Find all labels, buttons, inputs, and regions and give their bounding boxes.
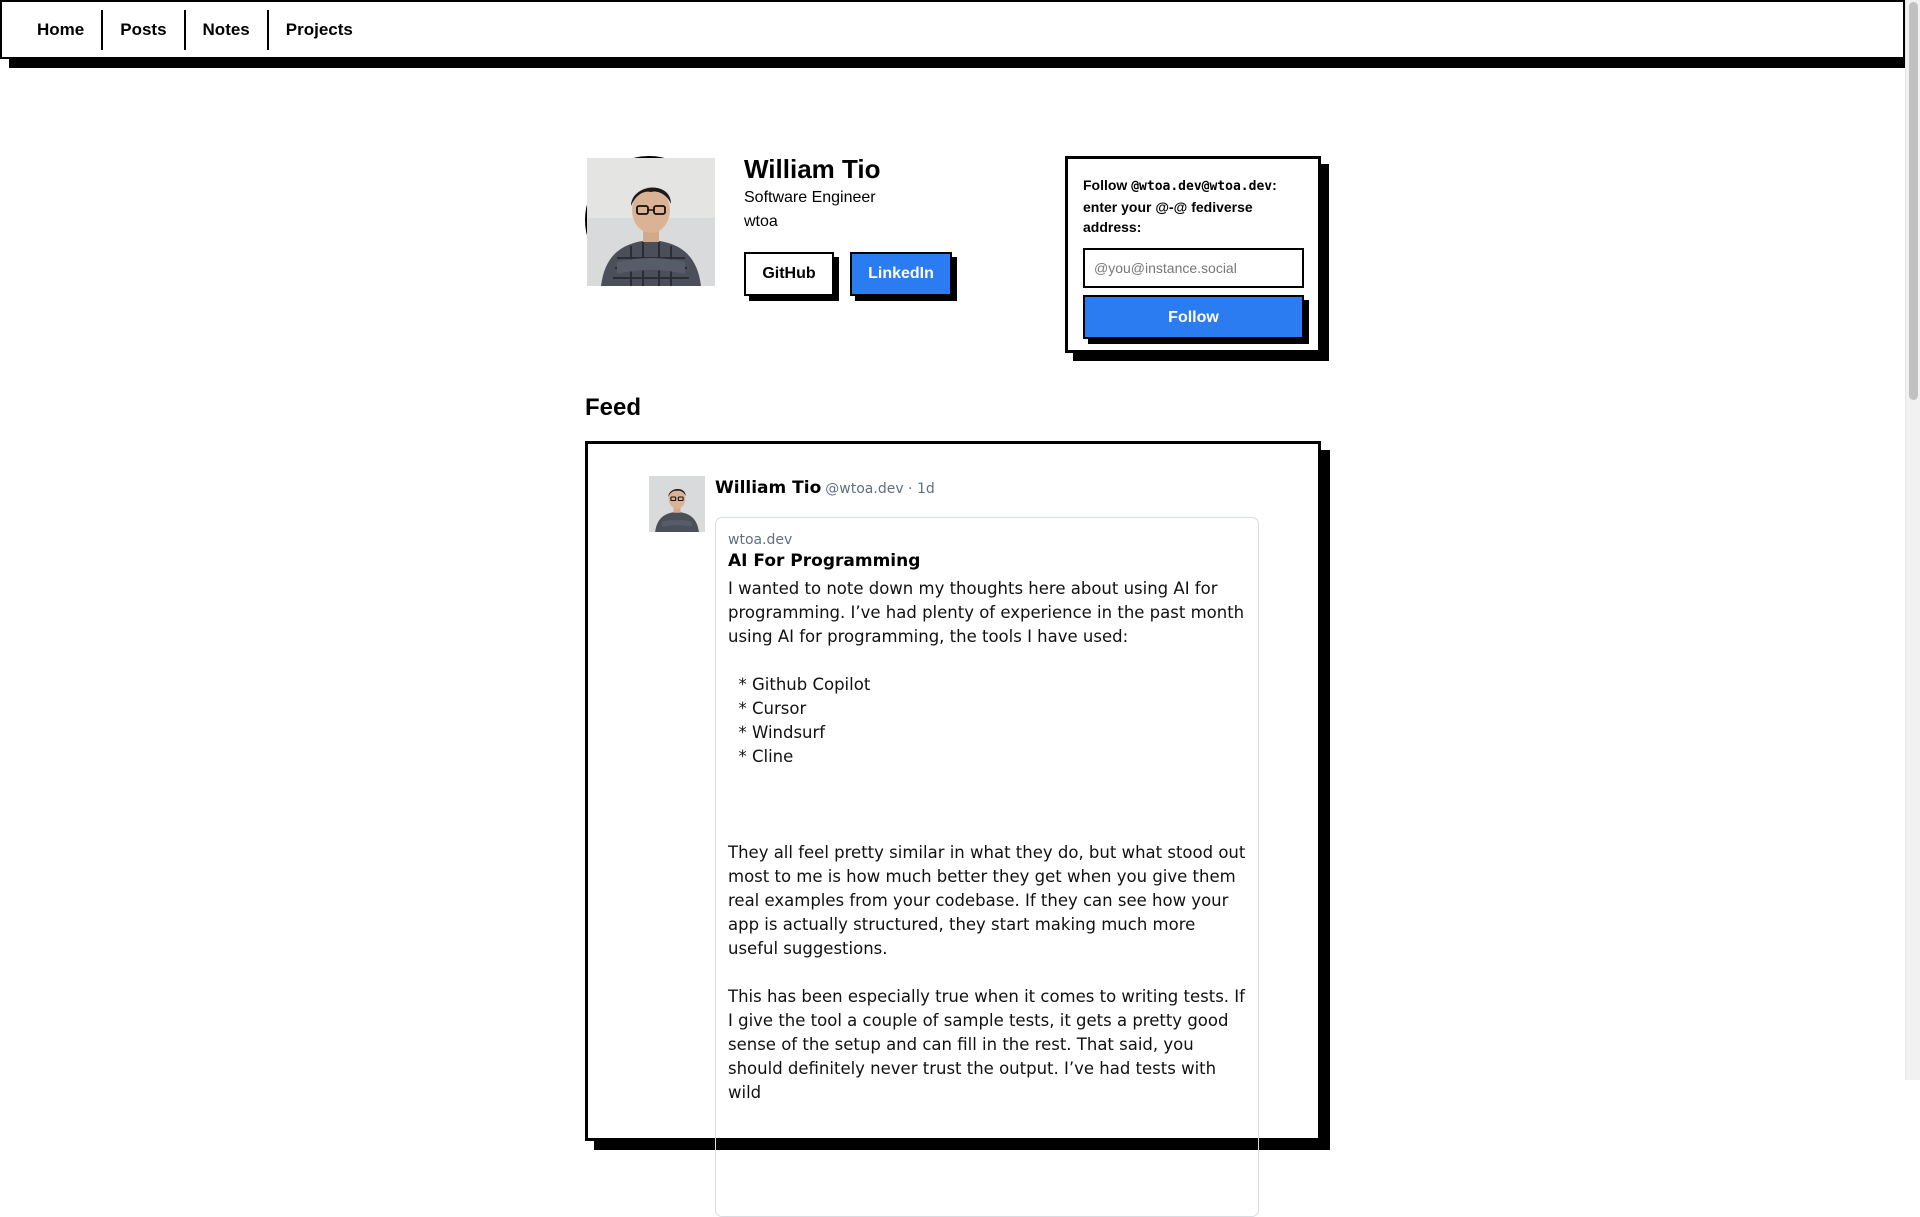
profile-handle: wtoa — [744, 213, 778, 230]
feed-card — [585, 441, 1321, 1141]
follow-account: @wtoa.dev@wtoa.dev — [1131, 179, 1273, 194]
profile-avatar — [585, 156, 713, 284]
fediverse-address-input[interactable] — [1083, 248, 1304, 288]
profile-title: Software Engineer — [744, 189, 876, 206]
page-scrollbar[interactable] — [1905, 0, 1920, 1080]
nav-item-home[interactable]: Home — [20, 10, 103, 50]
nav-item-notes[interactable]: Notes — [186, 10, 269, 50]
feed-heading: Feed — [585, 394, 642, 421]
linkedin-button[interactable]: LinkedIn — [850, 252, 952, 296]
follow-suffix: : enter your @-@ fediverse address: — [1083, 177, 1277, 235]
preview-body: I wanted to note down my thoughts here about using AI for programming. I’ve had plenty of experience in the past month using AI for programming, the tools I have used: * Github Copilot * Cursor * Windsurf * Cline They all feel pretty similar in what they do, but what stood out most to me is how much better they get when you give them real examples from your codebase. If they can see how your app is actually structured, they start making much more useful suggestions. This has been especially true when it comes to writing tests. If I give the tool a couple of sample tests, it gets a pretty good sense of the setup and can fill in the rest. That said, you should definitely never trust the output. I’ve had tests with wild — [728, 579, 1246, 1102]
preview-title: AI For Programming — [728, 551, 921, 571]
post-author-name[interactable]: William Tio — [715, 478, 822, 498]
github-button[interactable]: GitHub — [744, 252, 834, 296]
scrollbar-thumb[interactable] — [1909, 2, 1918, 400]
follow-instructions — [1083, 175, 1303, 237]
nav-item-projects[interactable]: Projects — [285, 19, 353, 39]
person-photo-icon — [587, 158, 715, 286]
post-link-preview[interactable] — [715, 517, 1259, 1217]
top-navbar — [0, 0, 1906, 59]
follow-button[interactable]: Follow — [1083, 295, 1304, 339]
post-header — [715, 478, 935, 498]
nav-item-posts[interactable]: Posts — [103, 10, 185, 50]
profile-name: William Tio — [744, 154, 881, 184]
fediverse-follow-box — [1065, 156, 1321, 353]
nav-list — [2, 2, 1903, 57]
follow-prefix: Follow — [1083, 177, 1132, 193]
post-meta[interactable]: @wtoa.dev · 1d — [825, 481, 935, 497]
person-photo-icon — [649, 476, 705, 532]
post-author-avatar[interactable] — [649, 476, 705, 532]
preview-site: wtoa.dev — [728, 532, 793, 548]
